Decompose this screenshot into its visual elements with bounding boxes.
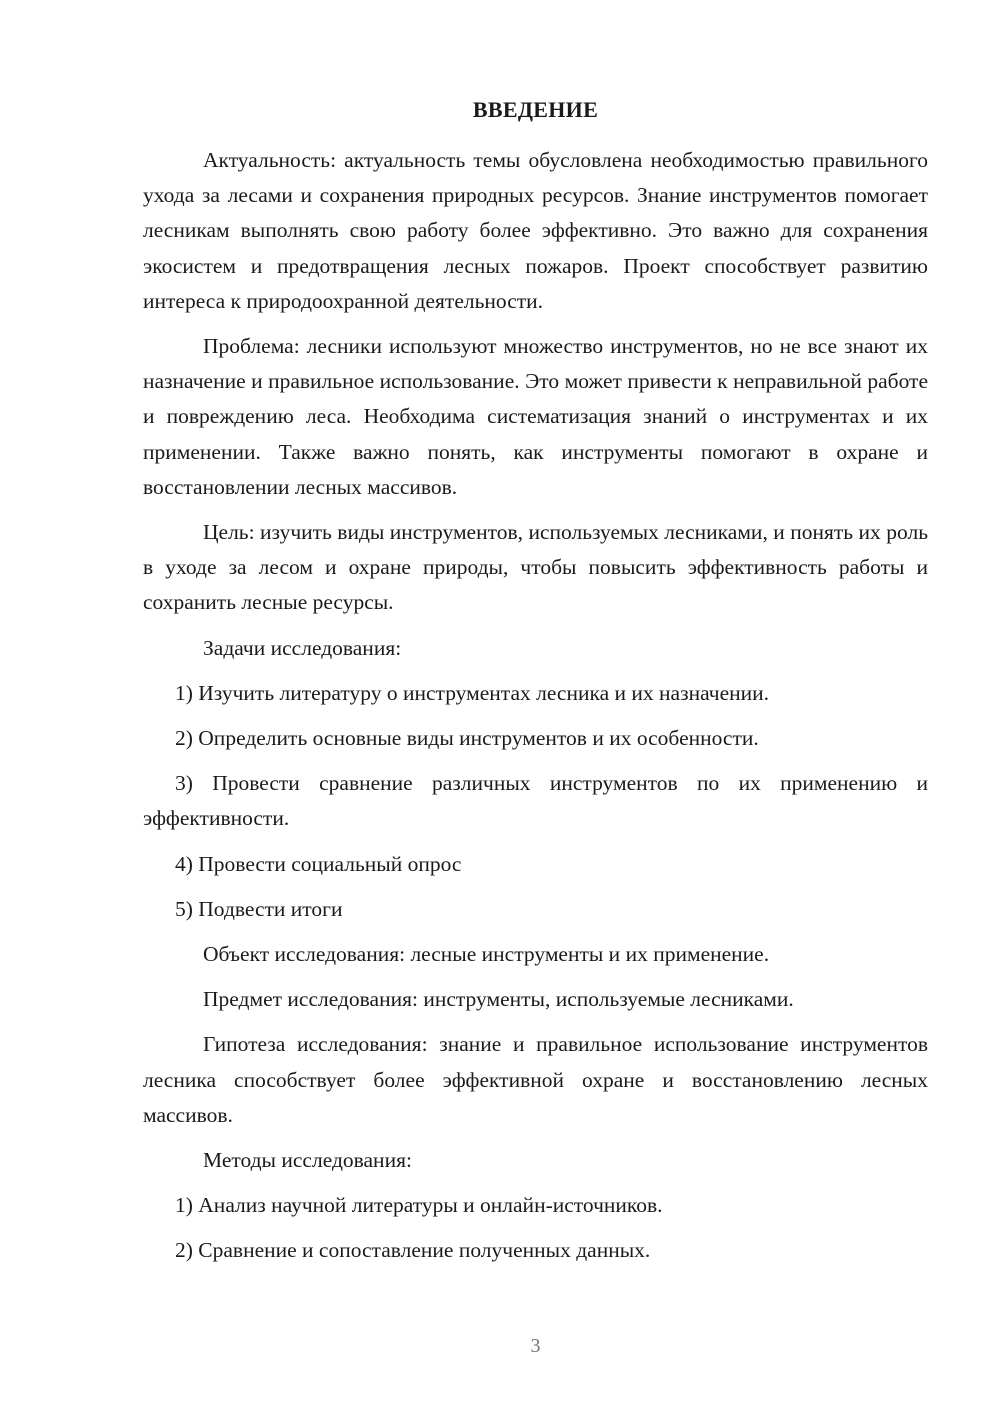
task-item: 3) Провести сравнение различных инструментов по их применению и эффективности. xyxy=(143,771,928,831)
tasks-heading: Задачи исследования: xyxy=(203,635,402,660)
task-item: 4) Провести социальный опрос xyxy=(175,851,462,876)
goal-paragraph: Цель: изучить виды инструментов, используемых лесниками, и понять их роль в уходе за лесом и охране природы, чтобы повысить эффективность работы и сохранить лесные ресурсы. xyxy=(143,520,928,615)
document-page xyxy=(143,0,928,1414)
task-item: 5) Подвести итоги xyxy=(175,896,343,921)
method-item: 2) Сравнение и сопоставление полученных данных. xyxy=(175,1238,651,1263)
document-body xyxy=(143,143,928,1279)
page-title: ВВЕДЕНИЕ xyxy=(472,97,599,122)
hypothesis-paragraph: Гипотеза исследования: знание и правильное использование инструментов лесника способствует более эффективной охране и восстановлению лесных массивов. xyxy=(143,1032,928,1127)
task-item: 2) Определить основные виды инструментов и их особенности. xyxy=(175,726,759,751)
page-number: 3 xyxy=(530,1335,541,1357)
method-item: 1) Анализ научной литературы и онлайн-источников. xyxy=(175,1193,663,1218)
relevance-paragraph: Актуальность: актуальность темы обусловлена необходимостью правильного ухода за лесами и сохранения природных ресурсов. Знание инструментов помогает лесникам выполнять свою работу более эффективно. Это важно для сохранения экосистем и предотвращения лесных пожаров. Проект способствует развитию интереса к природоохранной деятельности. xyxy=(143,148,928,313)
problem-paragraph: Проблема: лесники используют множество инструментов, но не все знают их назначение и правильное использование. Это может привести к неправильной работе и повреждению леса. Необходима систематизация знаний о инструментах и их применении. Также важно понять, как инструменты помогают в охране и восстановлении лесных массивов. xyxy=(143,334,928,499)
subject-paragraph: Предмет исследования: инструменты, используемые лесниками. xyxy=(203,987,794,1012)
task-item: 1) Изучить литературу о инструментах лесника и их назначении. xyxy=(175,680,770,705)
methods-heading: Методы исследования: xyxy=(203,1148,412,1173)
object-paragraph: Объект исследования: лесные инструменты и их применение. xyxy=(203,942,770,967)
